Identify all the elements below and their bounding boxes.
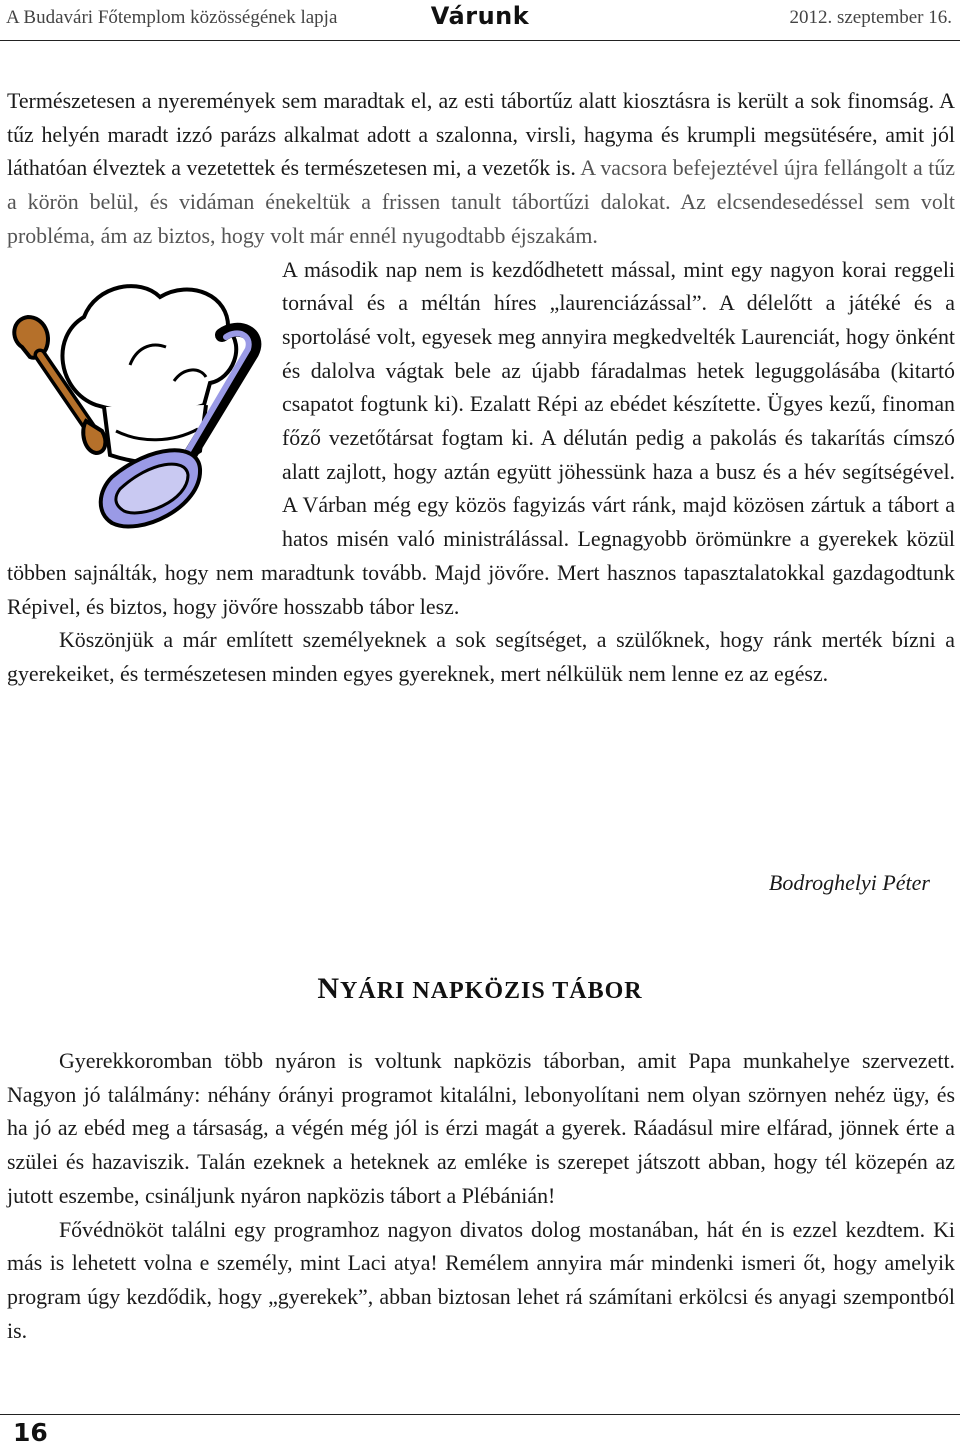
publication-subtitle: A Budavári Főtemplom közösségének lapja (6, 7, 338, 28)
issue-date: 2012. szeptember 16. (789, 7, 952, 28)
chef-hat-spoon-ladle-icon (0, 255, 276, 545)
publication-title: Várunk (430, 2, 530, 30)
author-signature: Bodroghelyi Péter (768, 870, 930, 895)
article-camp-text (7, 84, 955, 691)
paragraph-thanks: Köszönjük a már említett személyeknek a sok segítséget, a szülőknek, hogy ránk merték bízni a gyerekeiket, és természetesen minden egyes gyereknek, mert nélkülük nem lenne ez az egész. (7, 627, 955, 686)
page-number: 16 (13, 1418, 48, 1447)
article-title-rest: YÁRI NAPKÖZIS TÁBOR (340, 978, 643, 1004)
paragraph-childhood: Gyerekkoromban több nyáron is voltunk napközis táborban, amit Papa munkahelye szervezett. Nagyon jó találmány: néhány órányi programot kitalálni, lebonyolítani nem olyan szörnyen nehéz ügy, és ha jó az ebéd meg a társaság, a végén még jól is érzi magát a gyerek. Ráadásul mire elfárad, jönnek érte a szülei és hazaviszik. Talán ezeknek a heteknek az emléke is szerepet játszott abban, hogy tél közepén az jutott eszembe, csináljunk nyáron napközis tábort a Plébánián! (7, 1048, 955, 1208)
cooking-illustration (0, 255, 276, 545)
intro-sentence-1: Természetesen a nyeremények sem maradtak el, az esti tábortűz alatt kiosztásra is került a sok finomság. A tűz helyén maradt izzó parázs alkalmat adott a szalonna, virsli, hagyma és krumpli megsütésére, amit jól láthatóan élveztek a vezetettek és természetesen mi, a vezetők is. (7, 88, 955, 181)
intro-sentence-3: Az elcsendesedéssel sem volt probléma, ám az biztos, hogy volt már ennél nyugodtabb éjszakám. (7, 189, 955, 248)
paragraph-patron: Fővédnököt találni egy programhoz nagyon divatos dolog mostanában, hát én is ezzel kezdtem. Ki más is lehetett volna e személy, mint Laci atya! Remélem annyira már mindenki ismeri őt, hogy amelyik program úgy kezdődik, hogy „gyerekek”, abban biztosan lehet rá számítani erkölcsi és anyagi szempontból is. (7, 1216, 955, 1343)
page-header (0, 0, 960, 41)
article-title (0, 972, 960, 1006)
intro-sentence-2: A vacsora befejeztével újra fellángolt a tűz a körön belül, és vidáman énekeltük a frissen tanult tábortűzi dalokat. (7, 155, 956, 215)
article-title-initial: N (317, 972, 341, 1005)
paragraph-intro (7, 84, 955, 253)
paragraph-second-day: A második nap nem is kezdődhetett mással, mint egy nagyon korai reggeli tornával és a méltán híres „laurenciázással”. A délelőtt a játéké és a sportolásé volt, egyesek meg annyira megkedvelték Laurenciát, hogy önként és dalolva vágtak bele az újabb fáradalmas hetek leguggolásába (kitartó csapatot fogtunk ki). Ezalatt Répi az ebédet készítette. Ügyes kezű, finoman főző vezetőtársat fogtam ki. A délután pedig a pakolás és takarítás címszó alatt zajlott, hogy aztán együtt jöhessünk haza a busz és a hév segítségével. A Várban még egy közös fagyizás várt ránk, majd közösen zártuk a tábort a hatos misén való ministrálással. Legnagyobb örömünkre a gyerekek közül többen sajnálták, hogy nem maradtunk tovább. Majd jövőre. Mert hasznos tapasztalatokkal gazdagodtunk Répivel, és biztos, hogy jövőre hosszabb tábor lesz. (7, 256, 955, 619)
footer-divider (0, 1414, 960, 1415)
article-day-camp-text (7, 1044, 955, 1347)
